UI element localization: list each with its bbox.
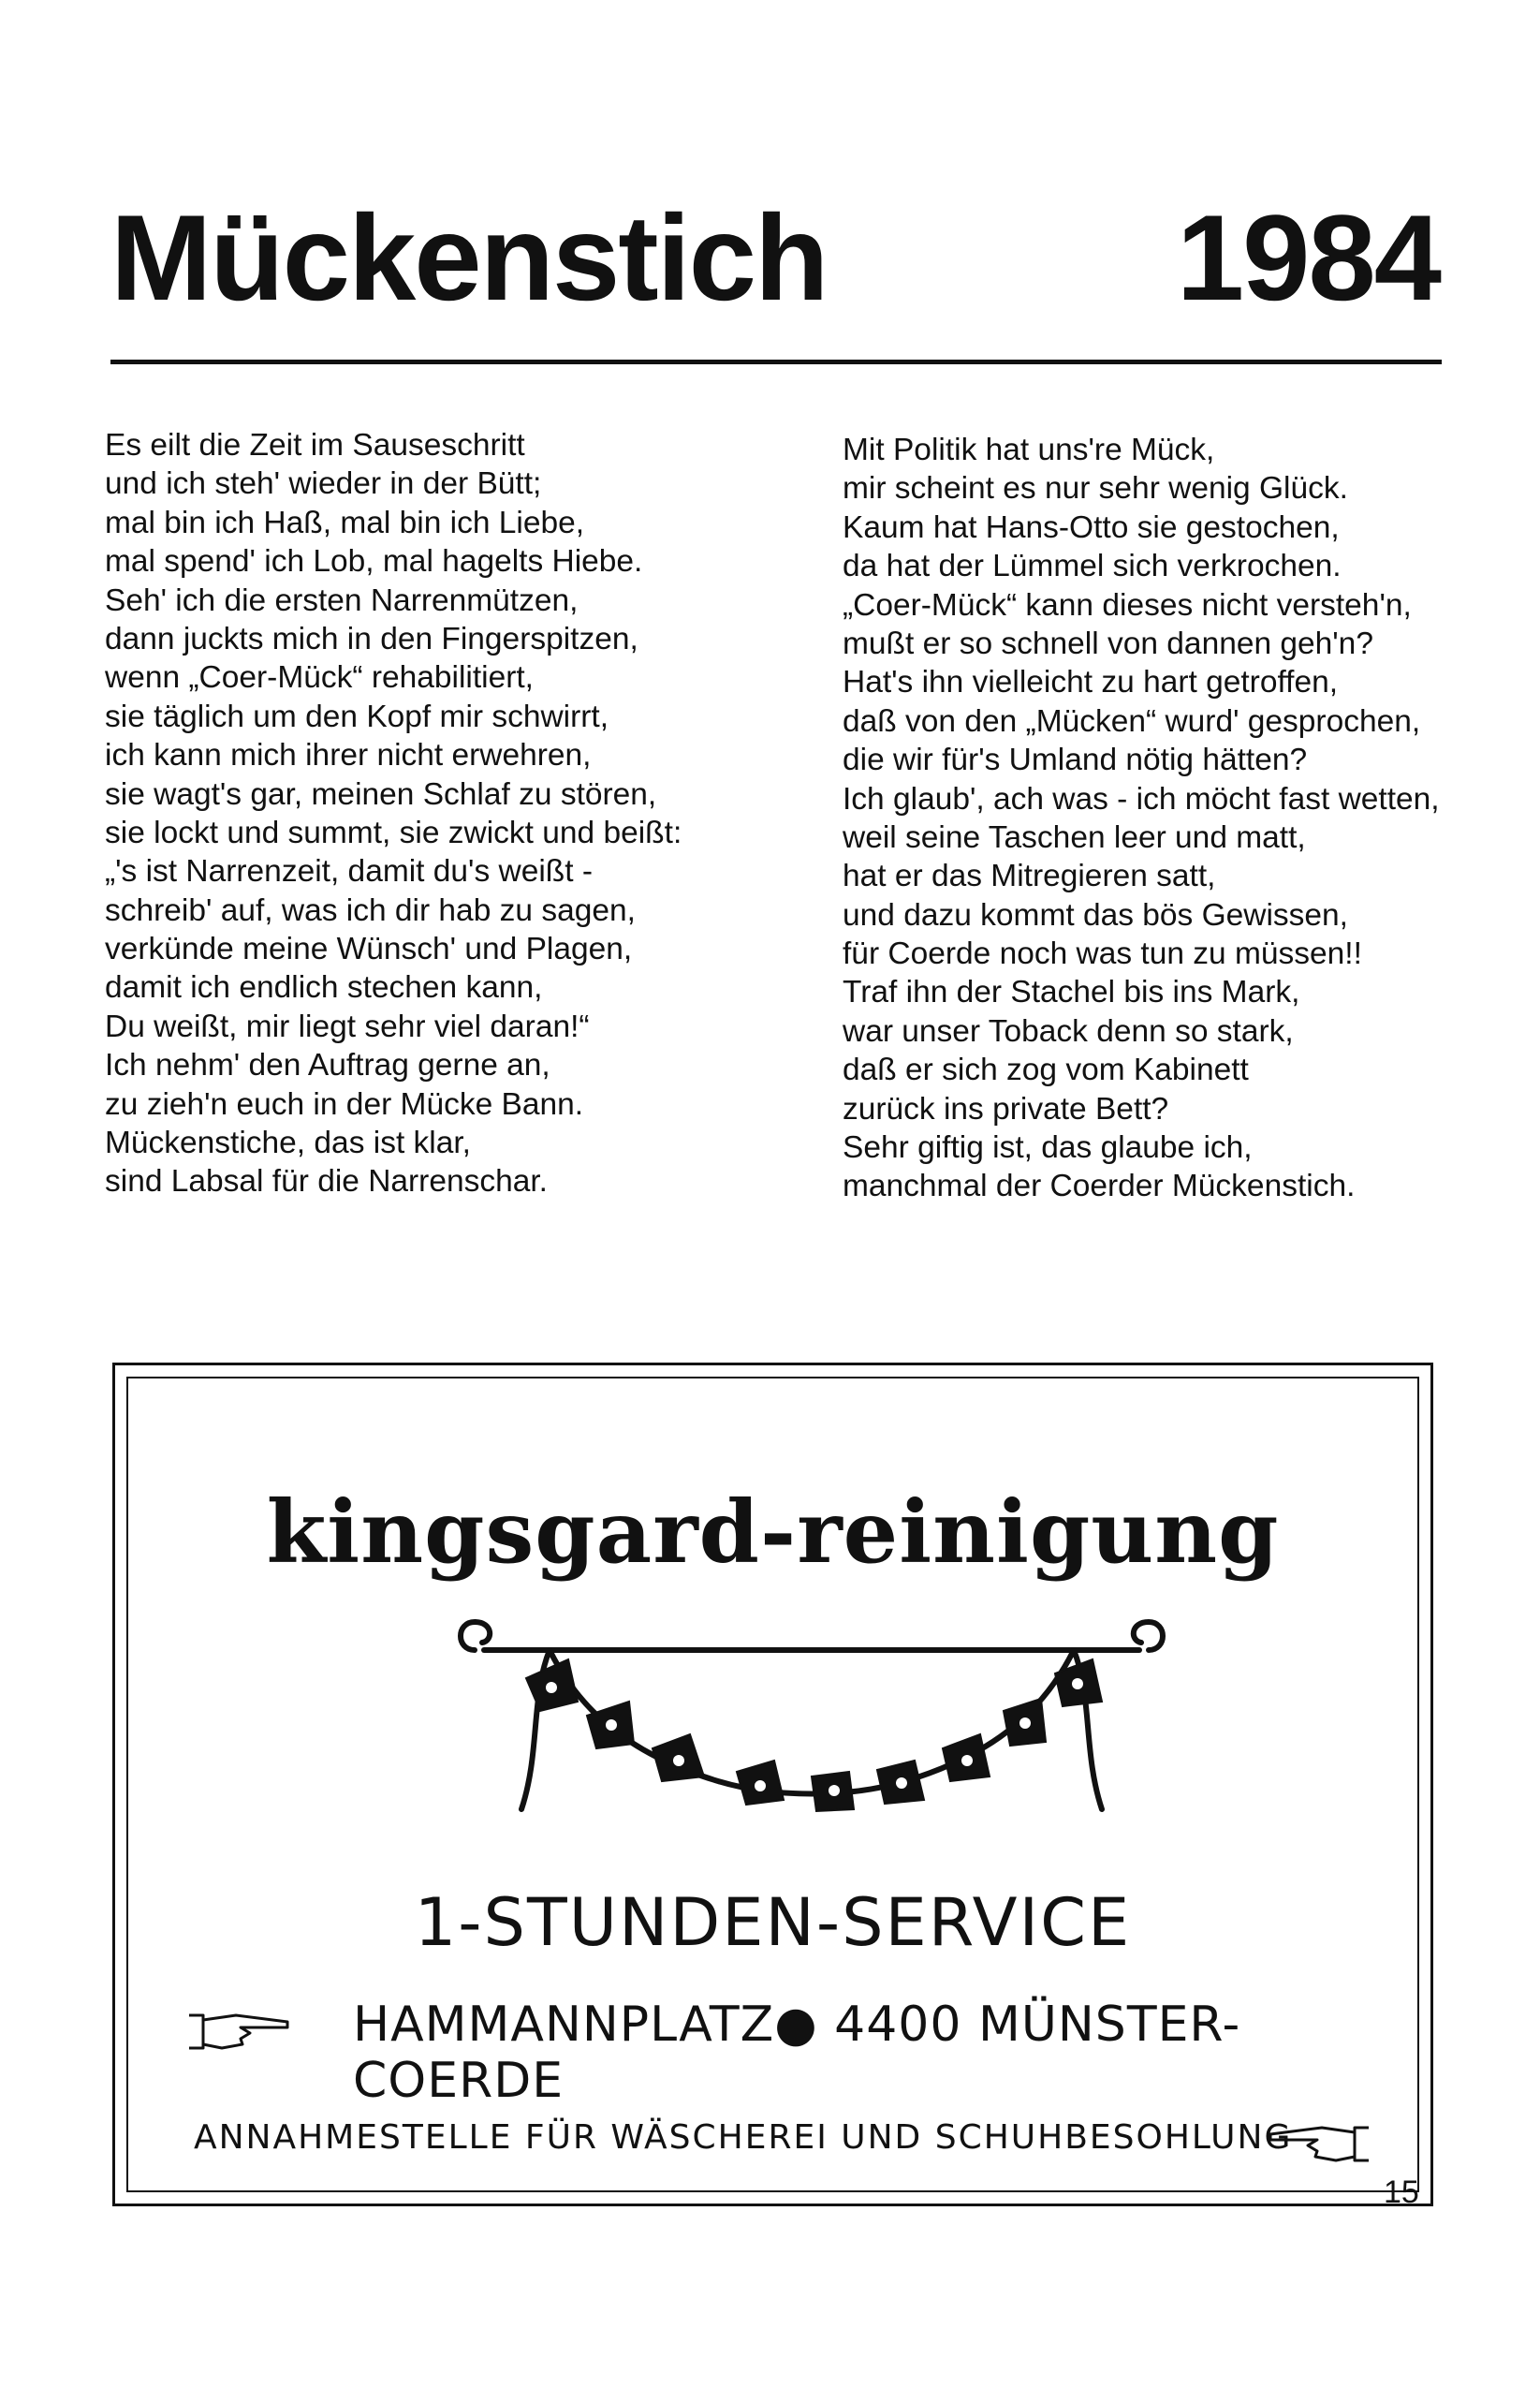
poem-line: ich kann mich ihrer nicht erwehren,	[105, 738, 592, 774]
poem-line: Seh' ich die ersten Narrenmützen,	[105, 582, 579, 618]
poem-line: schreib' auf, was ich dir hab zu sagen,	[105, 892, 636, 928]
advertisement-box	[112, 1363, 1433, 2206]
poem-line: damit ich endlich stechen kann,	[105, 970, 543, 1006]
ad-address-text: HAMMANNPLATZ● 4400 MÜNSTER-COERDE	[353, 1997, 1241, 2109]
poem-line: Sehr giftig ist, das glaube ich,	[843, 1130, 1253, 1166]
title-year: 1984	[1176, 189, 1440, 326]
title-rule	[110, 360, 1442, 364]
poem-line: und ich steh' wieder in der Bütt;	[105, 466, 542, 502]
poem-line: sie täglich um den Kopf mir schwirrt,	[105, 699, 609, 734]
poem-line: „Coer-Mück“ kann dieses nicht versteh'n,	[843, 587, 1412, 623]
poem-line: mal spend' ich Lob, mal hagelts Hiebe.	[105, 544, 643, 580]
poem-line: Mückenstiche, das ist klar,	[105, 1126, 471, 1161]
ivy-ornament-icon	[437, 1594, 1186, 1837]
poem-line: mußt er so schnell von dannen geh'n?	[843, 626, 1373, 661]
poem-line: zurück ins private Bett?	[843, 1091, 1169, 1127]
poem-line: da hat der Lümmel sich verkrochen.	[843, 549, 1342, 584]
poem-line: mal bin ich Haß, mal bin ich Liebe,	[105, 505, 585, 540]
page-number: 15	[1384, 2174, 1419, 2210]
poem-line: sie wagt's gar, meinen Schlaf zu stören,	[105, 776, 657, 812]
poem-line: Ich glaub', ach was - ich möcht fast wetten,	[843, 781, 1440, 817]
pointing-hand-right-icon	[184, 2001, 297, 2057]
poem-line: daß von den „Mücken“ wurd' gesprochen,	[843, 703, 1421, 739]
poem-line: daß er sich zog vom Kabinett	[843, 1053, 1249, 1088]
poem-line: zu zieh'n euch in der Mücke Bann.	[105, 1086, 584, 1122]
poem-line: wenn „Coer-Mück“ rehabilitiert,	[105, 660, 534, 696]
poem-line: verkünde meine Wünsch' und Plagen,	[105, 932, 633, 967]
poem-line: dann juckts mich in den Fingerspitzen,	[105, 621, 638, 656]
poem-line: Ich nehm' den Auftrag gerne an,	[105, 1048, 550, 1083]
poem-line: Hat's ihn vielleicht zu hart getroffen,	[843, 665, 1339, 700]
poem-line: und dazu kommt das bös Gewissen,	[843, 897, 1348, 933]
poem-line: sie lockt und summt, sie zwickt und beißt:	[105, 815, 682, 850]
pointing-hand-left-icon	[1261, 2114, 1373, 2170]
poem-line: weil seine Taschen leer und matt,	[843, 819, 1306, 855]
poem-line: hat er das Mitregieren satt,	[843, 859, 1216, 894]
title-word: Mückenstich	[110, 189, 828, 326]
poem-line: Du weißt, mir liegt sehr viel daran!“	[105, 1009, 590, 1044]
poem-line: Es eilt die Zeit im Sauseschritt	[105, 428, 525, 463]
poem-line: war unser Toback denn so stark,	[843, 1013, 1294, 1049]
ad-logo-text: kingsgard-reinigung	[266, 1481, 1280, 1583]
poem-line: mir scheint es nur sehr wenig Glück.	[843, 471, 1348, 507]
poem-column-right	[843, 431, 1440, 1206]
page-title	[110, 178, 1440, 337]
poem-line: Kaum hat Hans-Otto sie gestochen,	[843, 509, 1340, 545]
poem-line: manchmal der Coerder Mückenstich.	[843, 1169, 1356, 1204]
poem-line: Mit Politik hat uns're Mück,	[843, 433, 1215, 467]
poem-column-left	[105, 426, 682, 1201]
poem-line: Traf ihn der Stachel bis ins Mark,	[843, 975, 1300, 1010]
poem-line: sind Labsal für die Narrenschar.	[105, 1164, 548, 1200]
ad-service-text: 1-STUNDEN-SERVICE	[414, 1884, 1132, 1961]
poem-line: „'s ist Narrenzeit, damit du's weißt -	[105, 854, 594, 890]
poem-line: für Coerde noch was tun zu müssen!!	[843, 936, 1362, 972]
poem-line: die wir für's Umland nötig hätten?	[843, 743, 1308, 778]
ad-note-text: ANNAHMESTELLE FÜR WÄSCHEREI UND SCHUHBESOHLUNG	[194, 2118, 1293, 2157]
advertisement-inner-frame	[126, 1377, 1419, 2192]
